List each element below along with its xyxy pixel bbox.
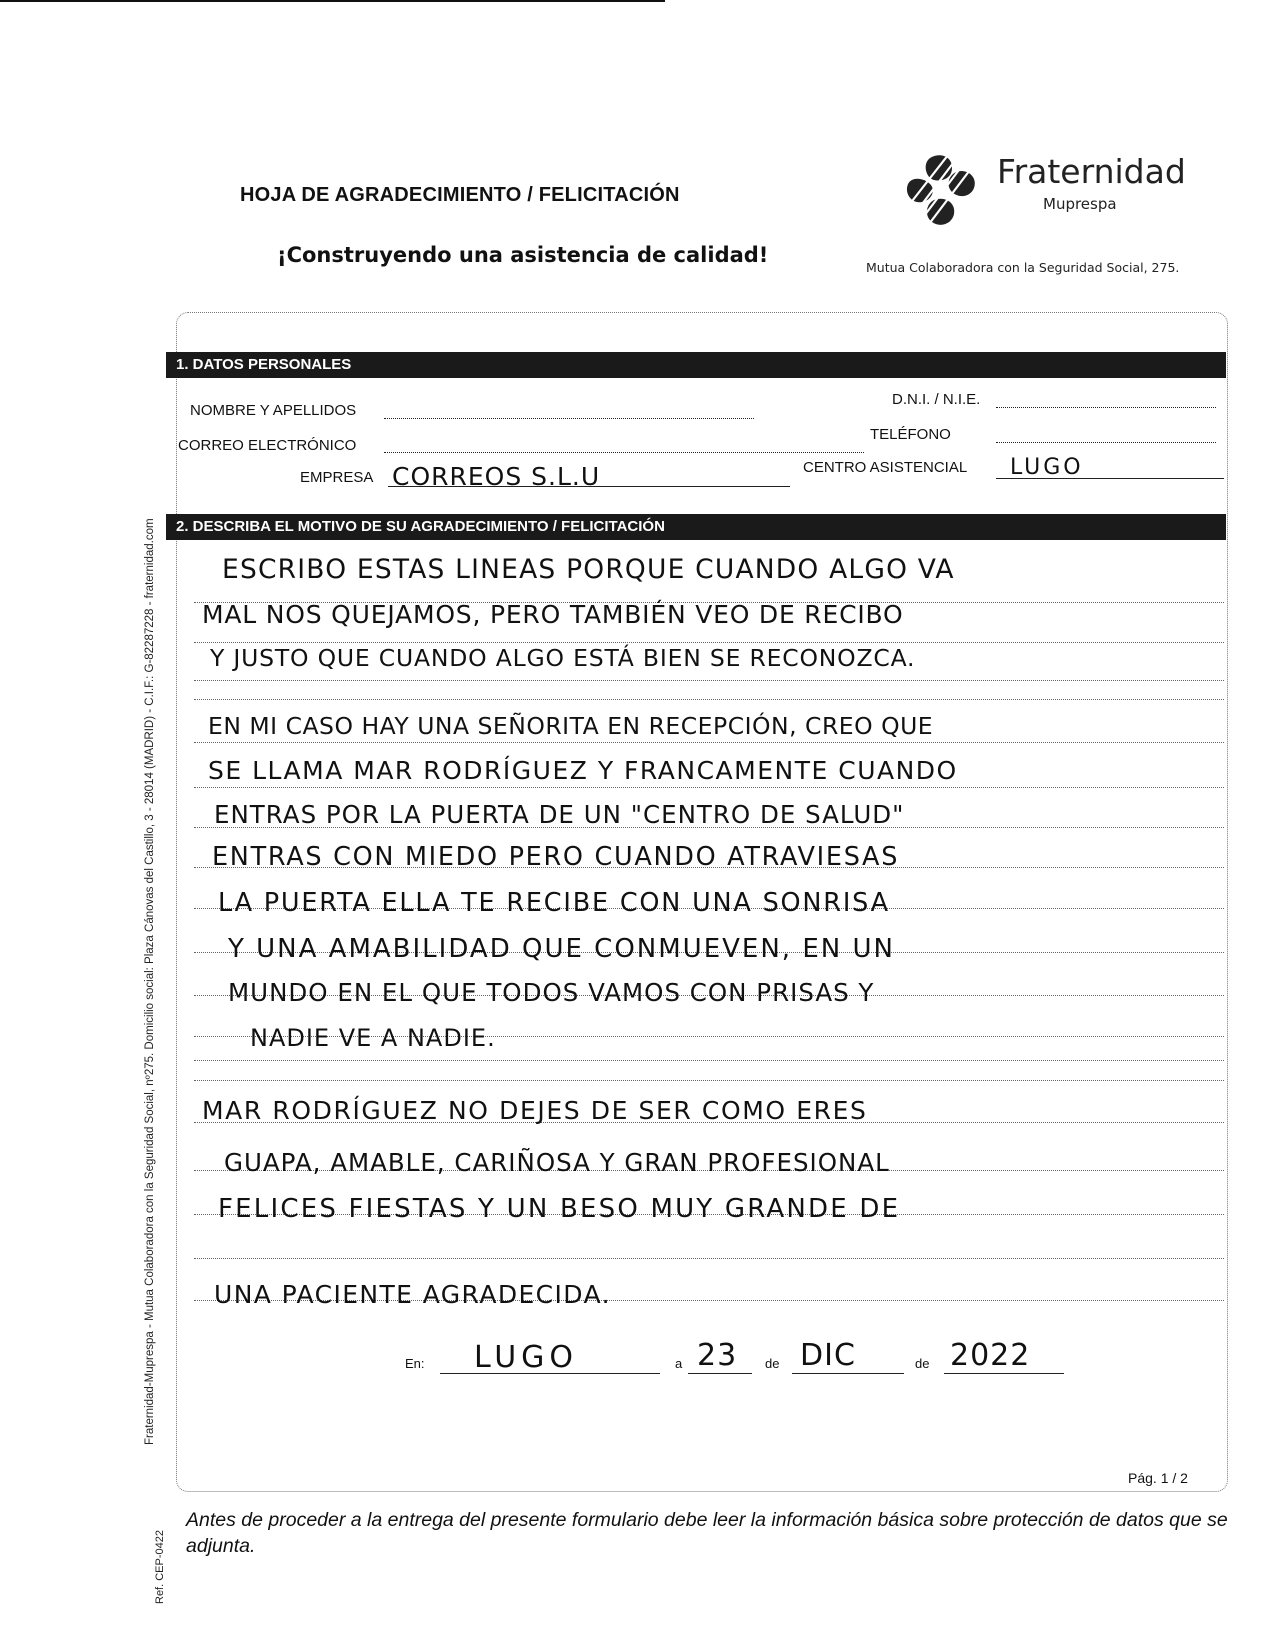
center-value: LUGO	[1010, 455, 1084, 480]
handwritten-line: NADIE VE A NADIE.	[250, 1024, 496, 1052]
handwritten-line: ESCRIBO ESTAS LINEAS PORQUE CUANDO ALGO VA	[222, 554, 955, 585]
ruled-line	[194, 787, 1224, 788]
handwritten-line: FELICES FIESTAS Y UN BESO MUY GRANDE DE	[218, 1194, 901, 1224]
handwritten-line: Y JUSTO QUE CUANDO ALGO ESTÁ BIEN SE RECONOZCA.	[210, 644, 916, 672]
handwritten-line: EN MI CASO HAY UNA SEÑORITA EN RECEPCIÓN, CREO QUE	[208, 712, 934, 740]
brand-subname: Muprespa	[1043, 195, 1117, 213]
month-field[interactable]	[792, 1373, 904, 1374]
phone-label: TELÉFONO	[870, 426, 951, 443]
phone-field[interactable]	[996, 442, 1216, 443]
page-title: HOJA DE AGRADECIMIENTO / FELICITACIÓN	[240, 184, 680, 206]
side-legal-text: Fraternidad-Muprespa - Mutua Colaboradora con la Seguridad Social, nº275. Domicilio social: Plaza Cánovas del Castillo, 3 - 28014 (MADRID) - C.I.F.: G-82287228 - fraternidad.com	[144, 518, 156, 1445]
year-label: de	[915, 1356, 930, 1371]
handwritten-line: UNA PACIENTE AGRADECIDA.	[214, 1280, 611, 1309]
email-label: CORREO ELECTRÓNICO	[178, 437, 357, 454]
dni-field[interactable]	[996, 407, 1216, 408]
dni-label: D.N.I. / N.I.E.	[892, 391, 981, 408]
section-1-heading: 1. DATOS PERSONALES	[166, 352, 1226, 378]
handwritten-line: Y UNA AMABILIDAD QUE CONMUEVEN, EN UN	[228, 934, 895, 964]
place-value: LUGO	[474, 1340, 579, 1375]
center-label: CENTRO ASISTENCIAL	[803, 459, 968, 476]
handwritten-line: MAL NOS QUEJAMOS, PERO TAMBIÉN VEO DE RECIBO	[202, 600, 904, 629]
mutua-tagline: Mutua Colaboradora con la Seguridad Social, 275.	[866, 260, 1180, 275]
day-field[interactable]	[688, 1373, 752, 1374]
month-value: DIC	[800, 1338, 856, 1373]
center-field[interactable]	[996, 478, 1224, 479]
reference-code: Ref. CEP-0422	[154, 1530, 166, 1604]
email-field[interactable]	[384, 452, 864, 453]
ruled-line	[194, 1080, 1224, 1081]
data-protection-notice: Antes de proceder a la entrega del presente formulario debe leer la información básica sobre protección de datos que se adjunta.	[186, 1509, 1228, 1557]
handwritten-line: ENTRAS CON MIEDO PERO CUANDO ATRAVIESAS	[212, 842, 900, 872]
company-field[interactable]	[388, 486, 790, 487]
ruled-line	[194, 680, 1224, 681]
page-number: Pág. 1 / 2	[1128, 1470, 1188, 1486]
day-value: 23	[697, 1338, 738, 1373]
scan-top-edge	[0, 0, 665, 2]
section-2-heading: 2. DESCRIBA EL MOTIVO DE SU AGRADECIMIENTO / FELICITACIÓN	[166, 514, 1226, 540]
brand-name: Fraternidad	[997, 152, 1186, 191]
company-label: EMPRESA	[300, 469, 374, 486]
ruled-line	[194, 699, 1224, 700]
ruled-line	[194, 1060, 1224, 1061]
month-label: de	[765, 1356, 780, 1371]
ruled-line	[194, 642, 1224, 643]
handwritten-line: MUNDO EN EL QUE TODOS VAMOS CON PRISAS Y	[228, 978, 875, 1007]
ruled-line	[194, 1258, 1224, 1259]
place-label: En:	[405, 1356, 425, 1371]
handwritten-line: GUAPA, AMABLE, CARIÑOSA Y GRAN PROFESIONAL	[224, 1148, 890, 1177]
place-field[interactable]	[440, 1373, 660, 1374]
handwritten-line: SE LLAMA MAR RODRÍGUEZ Y FRANCAMENTE CUANDO	[208, 756, 958, 785]
page-subtitle: ¡Construyendo una asistencia de calidad!	[277, 243, 769, 267]
handwritten-line: MAR RODRÍGUEZ NO DEJES DE SER COMO ERES	[202, 1096, 868, 1125]
day-label: a	[675, 1356, 683, 1371]
year-field[interactable]	[944, 1373, 1064, 1374]
company-value: CORREOS S.L.U	[392, 462, 601, 491]
year-value: 2022	[950, 1338, 1031, 1373]
fraternidad-logo-icon	[900, 150, 980, 230]
handwritten-line: ENTRAS POR LA PUERTA DE UN "CENTRO DE SALUD"	[214, 800, 905, 829]
handwritten-line: LA PUERTA ELLA TE RECIBE CON UNA SONRISA	[218, 888, 890, 918]
ruled-line	[194, 742, 1224, 743]
name-field[interactable]	[384, 418, 754, 419]
name-label: NOMBRE Y APELLIDOS	[190, 402, 357, 419]
